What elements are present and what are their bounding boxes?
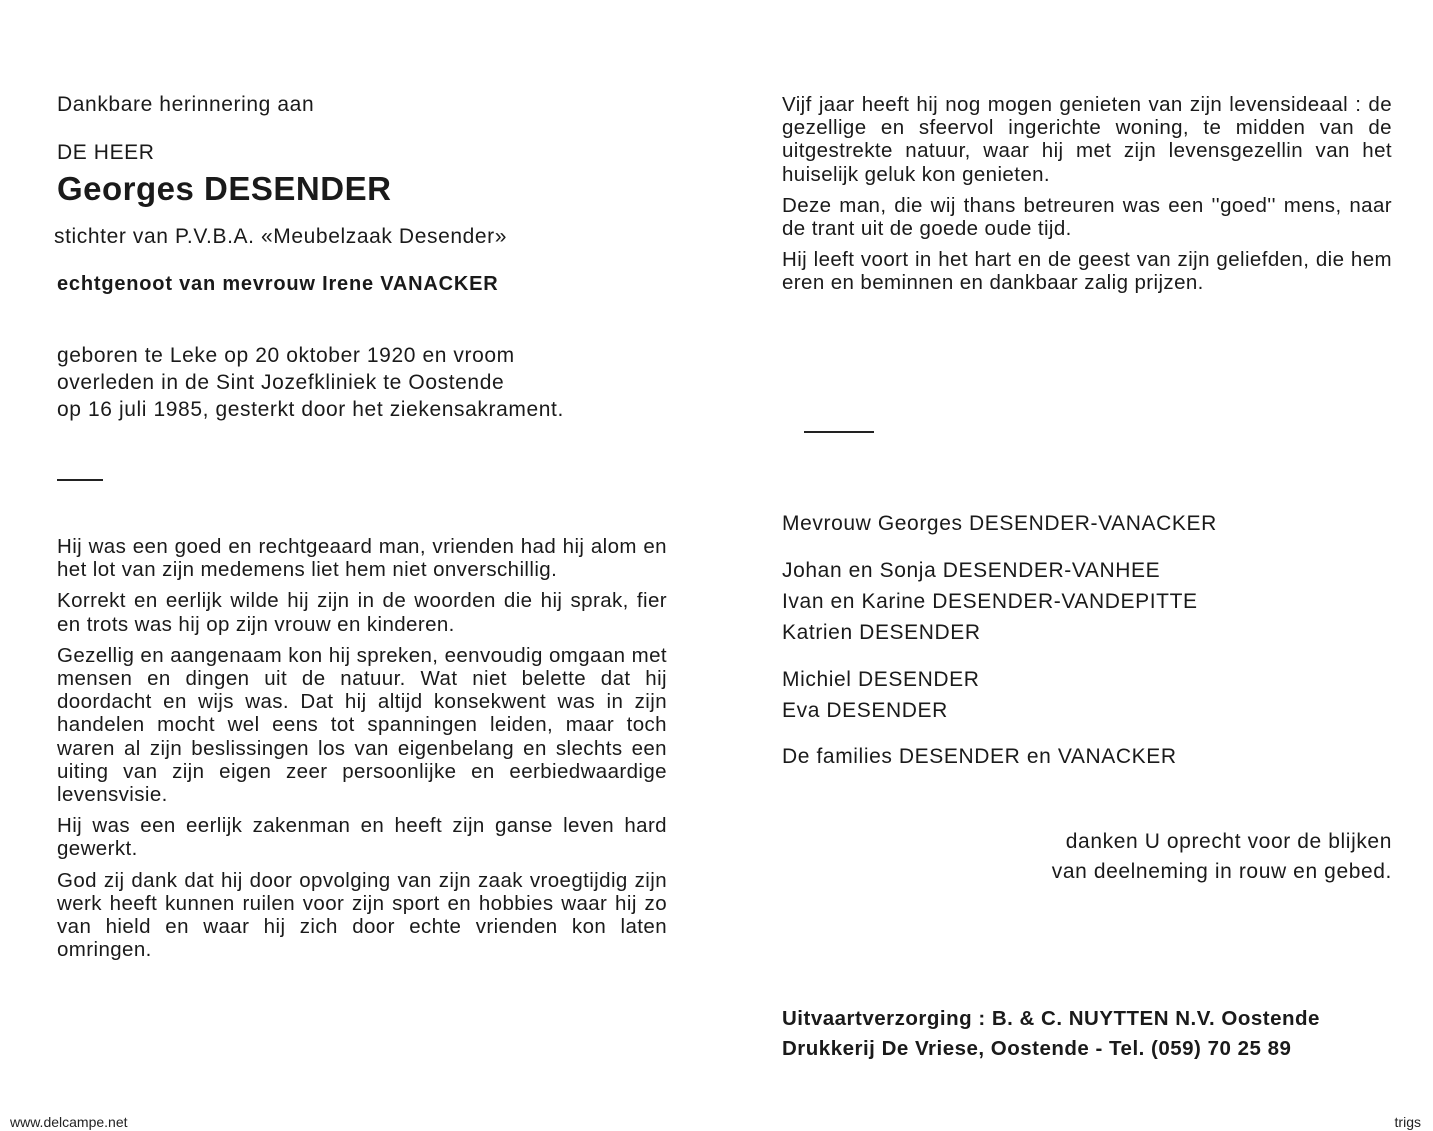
- family-member-6: Eva DESENDER: [782, 699, 948, 722]
- thanks-line-1: danken U oprecht voor de blijken: [1065, 830, 1392, 853]
- printer-line: Drukkerij De Vriese, Oostende - Tel. (059) 70 25 89: [782, 1037, 1292, 1060]
- paragraph-3: Gezellig en aangenaam kon hij spreken, eenvoudig omgaan met mensen en dingen uit de natuur. Wat niet belette dat hij doordacht en wijs was. Dat hij altijd konsekwent was in zijn handelen mocht wel eens tot spanningen leiden, maar toch waren al zijn beslissingen los van eigenbelang en slechts een uiting van zijn eigen zeer persoonlijke en eerbiedwaardige levensvisie.: [57, 643, 667, 807]
- founder-line: stichter van P.V.B.A. «Meubelzaak Desender»: [54, 225, 508, 248]
- families-line: De families DESENDER en VANACKER: [782, 745, 1177, 768]
- deceased-name: Georges DESENDER: [57, 170, 392, 207]
- honorific: DE HEER: [57, 141, 155, 164]
- family-member-1: Mevrouw Georges DESENDER-VANACKER: [782, 512, 1217, 535]
- paragraph-5: God zij dank dat hij door opvolging van zijn zaak vroegtijdig zijn werk heeft kunnen ruilen voor zijn sport en hobbies waar hij zo van hield en waar hij zich door echte vrienden kon laten omringen.: [57, 868, 667, 962]
- paragraph-7: Deze man, die wij thans betreuren was een ''goed'' mens, naar de trant uit de goede oude tijd.: [782, 193, 1392, 241]
- thanks-line-2: van deelneming in rouw en gebed.: [1051, 860, 1392, 883]
- family-member-3: Ivan en Karine DESENDER-VANDEPITTE: [782, 590, 1198, 613]
- divider-left: [57, 479, 103, 481]
- family-member-5: Michiel DESENDER: [782, 668, 980, 691]
- birth-death-line-2: overleden in de Sint Jozefkliniek te Oostende: [57, 371, 505, 394]
- intro-text: Dankbare herinnering aan: [57, 93, 315, 116]
- family-member-4: Katrien DESENDER: [782, 621, 981, 644]
- funeral-director-line: Uitvaartverzorging : B. & C. NUYTTEN N.V. Oostende: [782, 1007, 1320, 1030]
- birth-death-line-3: op 16 juli 1985, gesterkt door het ziekensakrament.: [57, 398, 564, 421]
- divider-right: [804, 431, 874, 433]
- watermark-site: www.delcampe.net: [10, 1114, 128, 1130]
- family-member-2: Johan en Sonja DESENDER-VANHEE: [782, 559, 1161, 582]
- paragraph-2: Korrekt en eerlijk wilde hij zijn in de woorden die hij sprak, fier en trots was hij op zijn vrouw en kinderen.: [57, 589, 667, 636]
- paragraph-4: Hij was een eerlijk zakenman en heeft zijn ganse leven hard gewerkt.: [57, 814, 667, 861]
- tribute-text-left: [57, 535, 667, 961]
- watermark-seller: trigs: [1394, 1114, 1421, 1130]
- spouse-line: echtgenoot van mevrouw Irene VANACKER: [57, 273, 499, 295]
- birth-death-line-1: geboren te Leke op 20 oktober 1920 en vroom: [57, 344, 515, 367]
- paragraph-8: Hij leeft voort in het hart en de geest van zijn geliefden, die hem eren en beminnen en dankbaar zalig prijzen.: [782, 248, 1392, 295]
- paragraph-1: Hij was een goed en rechtgeaard man, vrienden had hij alom en het lot van zijn medemens liet hem niet onverschillig.: [57, 535, 667, 582]
- tribute-text-right: [782, 93, 1392, 295]
- paragraph-6: Vijf jaar heeft hij nog mogen genieten van zijn levensideaal : de gezellige en sfeervol ingerichte woning, te midden van de uitgestrekte natuur, waar hij met zijn levensgezellin van het huiselijk geluk kon genieten.: [782, 93, 1392, 186]
